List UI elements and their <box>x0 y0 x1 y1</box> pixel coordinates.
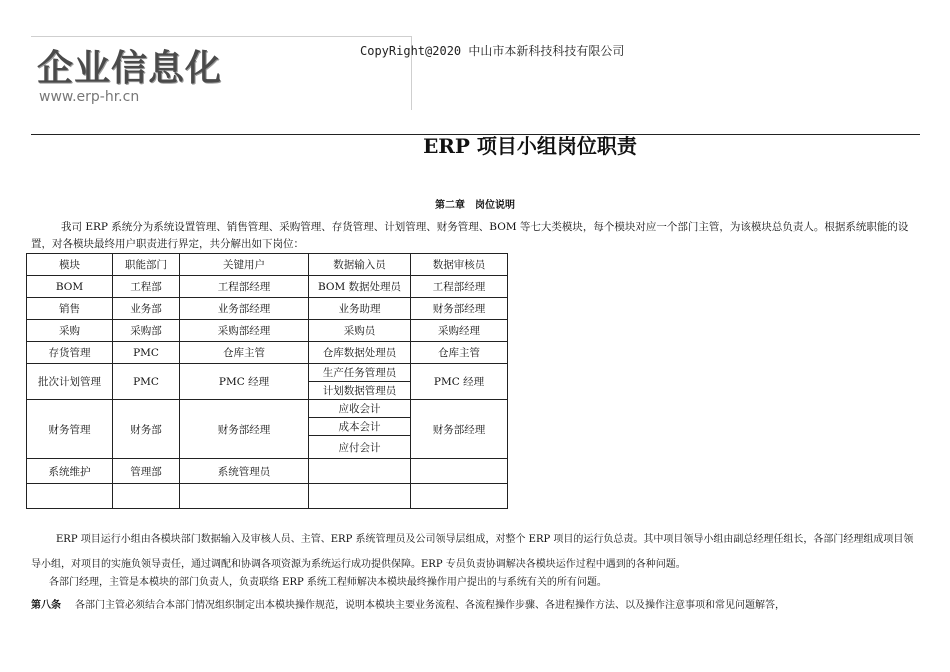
table-cell: 仓库主管 <box>411 342 508 364</box>
table-header: 职能部门 <box>113 254 180 276</box>
logo-title: 企业信息化 <box>37 48 223 89</box>
page-title: ERP 项目小组岗位职责 <box>423 134 637 158</box>
table-row <box>27 364 508 382</box>
paragraph-project-team: ERP 项目运行小组由各模块部门数据输入及审核人员、主管、ERP 系统管理员及公司领导层组成，对整个 ERP 项目的运行负总责。其中项目领导小组由副总经理任组长，各部门经理组成项目领导小组，对项目的实施负领导责任，通过调配和协调各项资源为系统运行成功提供保障。ERP 专员负责协调解决各模块运作过程中遇到的各种问题。 <box>31 534 914 570</box>
table-cell: 采购 <box>27 320 113 342</box>
table-cell: 采购经理 <box>411 320 508 342</box>
table-cell: 工程部经理 <box>180 276 309 298</box>
table-row <box>27 459 508 484</box>
table-cell: 销售 <box>27 298 113 320</box>
table-cell: 工程部 <box>113 276 180 298</box>
table-row <box>27 342 508 364</box>
table-cell: PMC 经理 <box>180 364 309 400</box>
table-cell: 财务管理 <box>27 400 113 459</box>
table-cell <box>411 459 508 484</box>
table-cell: 财务部经理 <box>411 298 508 320</box>
table-cell: 生产任务管理员 <box>309 364 411 382</box>
table-cell: PMC <box>113 364 180 400</box>
table-cell: 应付会计 <box>309 436 411 459</box>
table-header: 数据审核员 <box>411 254 508 276</box>
table-cell: 财务部经理 <box>411 400 508 459</box>
table-cell: 管理部 <box>113 459 180 484</box>
paragraph-managers: 各部门经理，主管是本模块的部门负责人，负责联络 ERP 系统工程师解决本模块最终操作用户提出的与系统有关的所有问题。 <box>49 577 607 588</box>
table-row <box>27 320 508 342</box>
table-cell: 采购部 <box>113 320 180 342</box>
logo <box>31 36 412 110</box>
table-cell: 批次计划管理 <box>27 364 113 400</box>
chapter-heading: 第二章 岗位说明 <box>435 200 515 211</box>
table-header: 关键用户 <box>180 254 309 276</box>
copyright: CopyRight@2020 中山市本新科技科技有限公司 <box>360 44 625 58</box>
table-cell: 业务助理 <box>309 298 411 320</box>
table-cell: 采购部经理 <box>180 320 309 342</box>
table-cell: 系统管理员 <box>180 459 309 484</box>
table-cell: 业务部 <box>113 298 180 320</box>
table-cell <box>411 484 508 509</box>
table-cell <box>180 484 309 509</box>
table-cell: PMC <box>113 342 180 364</box>
table-row <box>27 400 508 418</box>
table-cell: PMC 经理 <box>411 364 508 400</box>
logo-url: www.erp-hr.cn <box>39 89 140 105</box>
table-cell <box>309 484 411 509</box>
table-row <box>27 484 508 509</box>
table-cell <box>27 484 113 509</box>
table-cell: 工程部经理 <box>411 276 508 298</box>
table-header-row <box>27 254 508 276</box>
roles-table <box>26 253 508 509</box>
table-cell: 系统维护 <box>27 459 113 484</box>
table-cell: 财务部 <box>113 400 180 459</box>
table-header: 模块 <box>27 254 113 276</box>
intro-paragraph: 我司 ERP 系统分为系统设置管理、销售管理、采购管理、存货管理、计划管理、财务管理、BOM 等七大类模块，每个模块对应一个部门主管，为该模块总负责人。根据系统职能的设置，对各模块最终用户职责进行界定，共分解出如下岗位： <box>31 221 909 250</box>
table-row <box>27 298 508 320</box>
table-row <box>27 276 508 298</box>
table-cell <box>309 459 411 484</box>
table-cell: BOM 数据处理员 <box>309 276 411 298</box>
table-cell: 成本会计 <box>309 418 411 436</box>
table-cell: 财务部经理 <box>180 400 309 459</box>
table-cell: 采购员 <box>309 320 411 342</box>
table-cell: BOM <box>27 276 113 298</box>
table-cell: 存货管理 <box>27 342 113 364</box>
table-cell: 计划数据管理员 <box>309 382 411 400</box>
table-cell: 应收会计 <box>309 400 411 418</box>
table-cell: 仓库数据处理员 <box>309 342 411 364</box>
article-text: 各部门主管必须结合本部门情况组织制定出本模块操作规范，说明本模块主要业务流程、各流程操作步骤、各进程操作方法、以及操作注意事项和常见问题解答， <box>75 600 785 611</box>
table-cell <box>113 484 180 509</box>
table-header: 数据输入员 <box>309 254 411 276</box>
paragraph-article-8 <box>31 596 923 616</box>
article-label: 第八条 <box>31 600 61 611</box>
table-cell: 业务部经理 <box>180 298 309 320</box>
table-cell: 仓库主管 <box>180 342 309 364</box>
